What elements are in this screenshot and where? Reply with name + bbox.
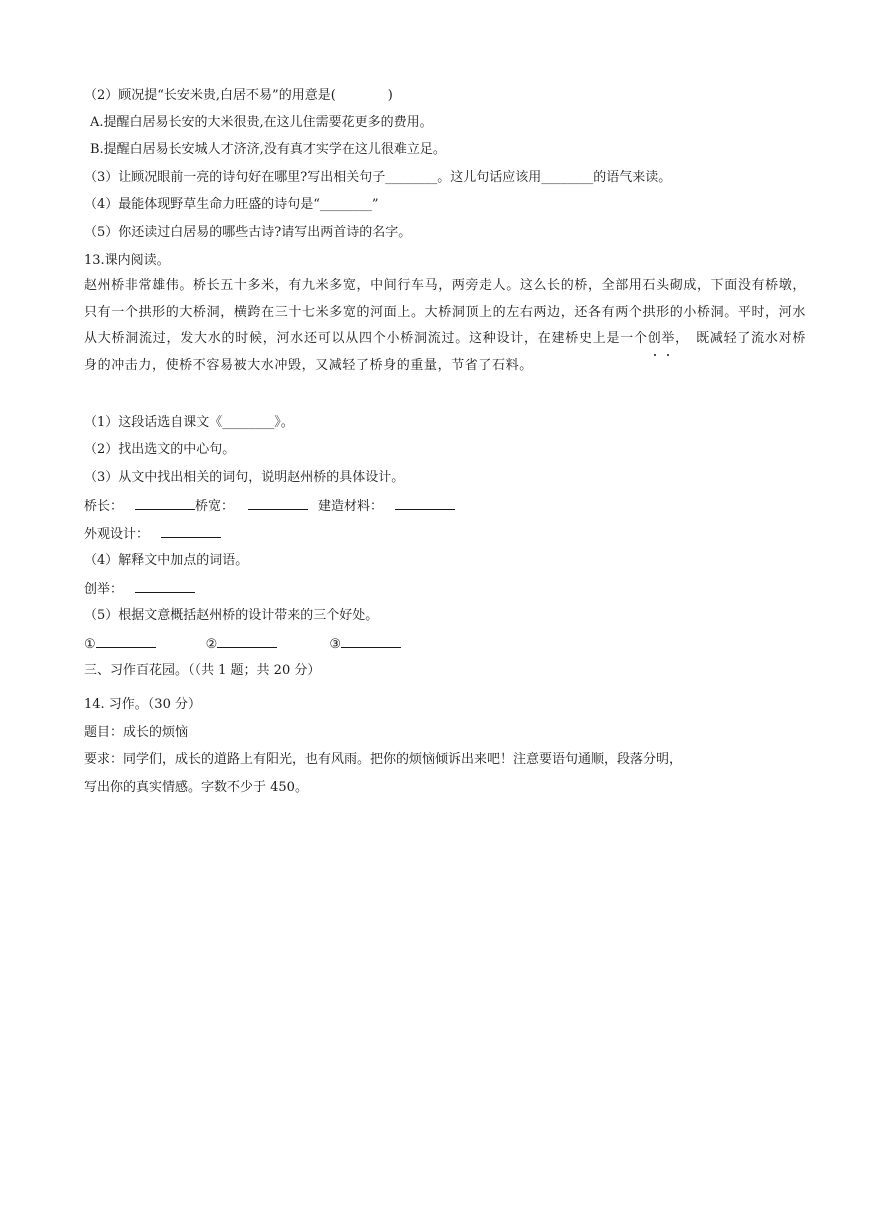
fill-blank-benefit-3 — [341, 635, 401, 648]
q13-sub4: （4）解释文中加点的词语。 — [84, 553, 249, 568]
dotted-char-ju: 举 — [661, 326, 675, 353]
q14-requirement-line1: 要求：同学们，成长的道路上有阳光，也有风雨。把你的烦恼倾诉出来吧！注意要语句通顺，段落分明， — [84, 752, 683, 767]
passage-text-before: 赵州桥非常雄伟。桥长五十多米，有九米多宽，中间行车马，两旁走人。这么长的桥，全部用石头砌成，下面没有桥墩，只有一个拱形的大桥洞，横跨在三十七米多宽的河面上。大桥洞顶上的左右两边，还各有两个拱形的小桥洞。平时，河水从大桥洞流过，发大水的时候，河水还可以从四个小桥洞流过。这种设计，在建桥史上是一个 — [84, 278, 806, 347]
fill-blank-material — [395, 497, 455, 510]
fill-label-width: 桥宽： — [195, 499, 235, 514]
q14-title: 14. 习作。（30 分） — [84, 697, 201, 712]
fill-label-length: 桥长： — [84, 499, 124, 514]
q13-sub3: （3）从文中找出相关的词句，说明赵州桥的具体设计。 — [84, 470, 405, 485]
fill-label-chuangju: 创举： — [84, 582, 124, 597]
q13-sub1: （1）这段话选自课文《________》。 — [84, 415, 294, 430]
fill-blank-width — [248, 497, 308, 510]
q13-design-fill-row — [84, 497, 455, 516]
q12-sub2: （2）顾况提“长安米贵,白居不易”的用意是( ) — [84, 88, 393, 103]
q13-sub5: （5）根据文意概括赵州桥的设计带来的三个好处。 — [84, 608, 379, 623]
q14-topic: 题目：成长的烦恼 — [84, 725, 189, 740]
fill-blank-chuangju — [135, 580, 195, 593]
q13-passage — [84, 273, 806, 379]
fill-blank-benefit-2 — [217, 635, 277, 648]
fill-label-appearance: 外观设计： — [84, 527, 150, 542]
passage-text-after: ， 既减轻了流水对桥身的冲击力，使桥不容易被大水冲毁，又减轻了桥身的重量，节省了石料。 — [84, 331, 806, 373]
q13-benefits-row — [84, 635, 401, 654]
q13-chuangju-row — [84, 580, 195, 599]
q12-sub5: （5）你还读过白居易的哪些古诗?请写出两首诗的名字。 — [84, 225, 412, 240]
q12-option-b: B.提醒白居易长安城人才济济,没有真才实学在这儿很难立足。 — [90, 142, 446, 157]
fill-label-material: 建造材料： — [318, 499, 384, 514]
fill-blank-length — [135, 497, 195, 510]
q12-sub3: （3）让顾况眼前一亮的诗句好在哪里?写出相关句子________。这儿句话应该用________的语气来读。 — [84, 170, 672, 185]
q12-sub4: （4）最能体现野草生命力旺盛的诗句是“________” — [84, 197, 379, 212]
circled-three: ③ — [329, 637, 341, 652]
circled-one: ① — [84, 637, 96, 652]
q12-option-a: A.提醒白居易长安的大米很贵,在这儿住需要花更多的费用。 — [90, 115, 433, 130]
q13-appearance-row — [84, 525, 221, 544]
dotted-char-chuang: 创 — [648, 326, 662, 353]
circled-two: ② — [205, 637, 218, 652]
fill-blank-benefit-1 — [96, 635, 156, 648]
section3-title: 三、习作百花园。（（共 1 题；共 20 分） — [84, 663, 321, 678]
fill-blank-appearance — [161, 525, 221, 538]
q13-title: 13.课内阅读。 — [84, 253, 170, 268]
q14-requirement-line2: 写出你的真实情感。字数不少于 450。 — [84, 780, 308, 795]
q13-sub2: （2）找出选文的中心句。 — [84, 442, 236, 457]
